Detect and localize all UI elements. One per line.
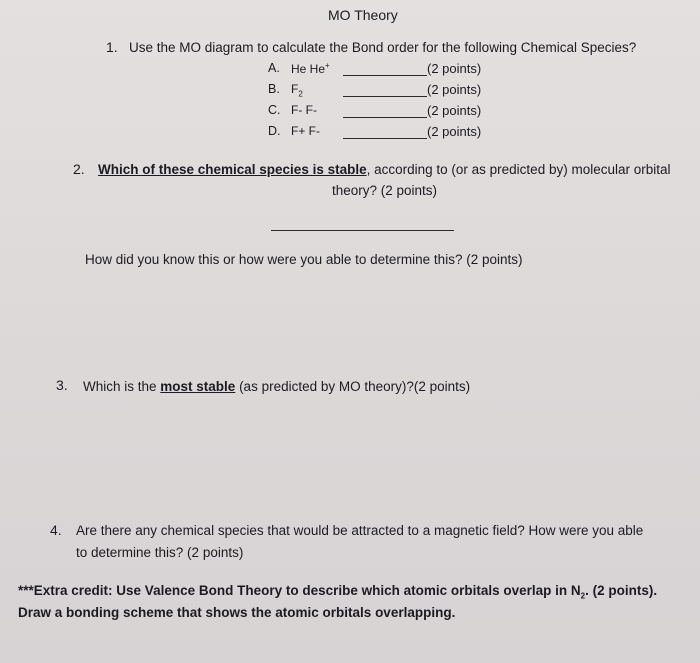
q1-prompt: Use the MO diagram to calculate the Bond order for the following Chemical Species?	[129, 40, 637, 55]
q4-number: 4.	[50, 522, 62, 538]
q1-item-d-letter: D.	[268, 124, 281, 138]
q1-item-a-answer-blank[interactable]	[343, 75, 427, 76]
q2-emphasis: Which of these chemical species is stable	[98, 162, 367, 177]
q2-number: 2.	[73, 161, 85, 177]
q1-item-d-answer-blank[interactable]	[343, 138, 427, 139]
q3-prompt-after: (as predicted by MO theory)?(2 points)	[235, 379, 471, 394]
q1-item-c-points: (2 points)	[427, 103, 482, 118]
page-title: MO Theory	[328, 7, 398, 23]
q4-prompt-line2: to determine this? (2 points)	[76, 545, 244, 560]
q3-prompt-before: Which is the	[83, 379, 161, 394]
q1-item-d-points: (2 points)	[427, 124, 482, 139]
extra-credit-line2: Draw a bonding scheme that shows the atomic orbitals overlapping.	[18, 605, 456, 620]
q1-item-c-species: F- F-	[291, 103, 317, 117]
q2-followup: How did you know this or how were you able to determine this? (2 points)	[85, 252, 523, 267]
q1-item-a-species: He He+	[291, 61, 330, 76]
q2-prompt-line1	[98, 162, 671, 177]
extra-credit-subscript: 2	[580, 591, 586, 601]
extra-credit-line1-after: . (2 points).	[585, 583, 658, 598]
q1-item-b-points: (2 points)	[427, 82, 482, 97]
q1-item-b-species: $F_2$	[291, 82, 303, 99]
q2-prompt-line2: theory? (2 points)	[332, 183, 438, 198]
q1-number: 1.	[106, 39, 118, 55]
q1-item-b-answer-blank[interactable]	[343, 96, 427, 97]
q1-item-c-answer-blank[interactable]	[343, 117, 427, 118]
q4-prompt-line1: Are there any chemical species that would be attracted to a magnetic field? How were you able	[76, 523, 644, 538]
q2-prompt-rest: , according to (or as predicted by) molecular orbital	[366, 162, 671, 177]
q1-item-a-letter: A.	[268, 61, 280, 75]
q3-number: 3.	[56, 377, 68, 393]
q1-item-b-letter: B.	[268, 82, 280, 96]
extra-credit-line1	[18, 583, 657, 601]
q2-answer-line[interactable]	[271, 230, 454, 231]
extra-credit-line1-before: ***Extra credit: Use Valence Bond Theory to describe which atomic orbitals overlap in N	[18, 583, 581, 598]
q3-emphasis: most stable	[160, 379, 236, 394]
q3-prompt	[83, 379, 470, 394]
q1-item-a-points: (2 points)	[427, 61, 482, 76]
q1-item-c-letter: C.	[268, 103, 281, 117]
q1-item-d-species: F+ F-	[291, 124, 320, 138]
